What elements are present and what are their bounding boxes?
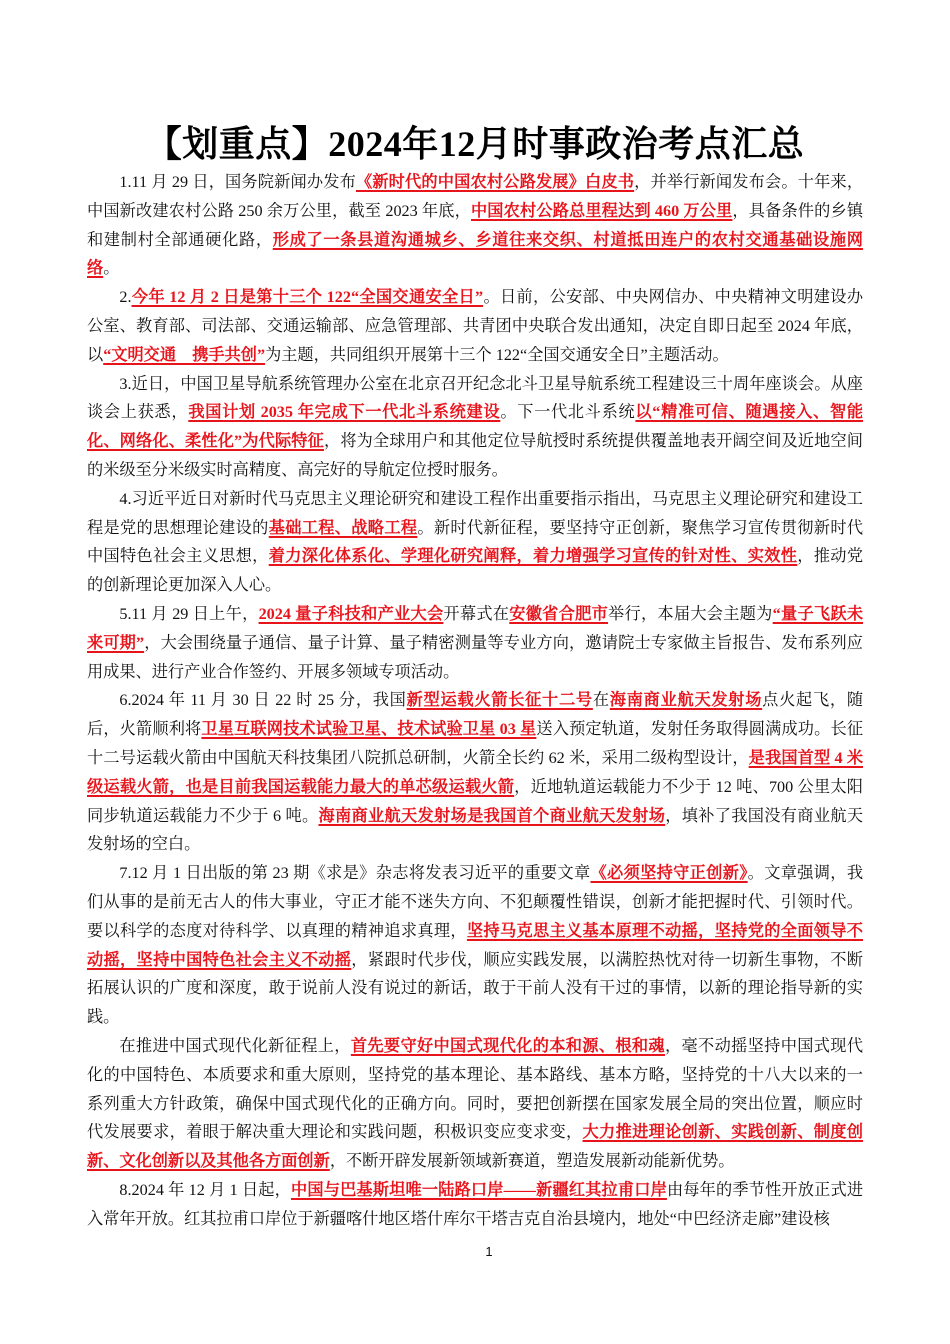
highlighted-key-point: 今年 12 月 2 日是第十三个 122“全国交通安全日” [131, 288, 484, 307]
paragraph-text: 开幕式在 [443, 604, 510, 623]
highlighted-key-point: 海南商业航天发射场是我国首个商业航天发射场 [318, 806, 666, 825]
highlighted-key-point: 形成了一条县道沟通城乡、乡道往来交织、村道抵田连户的农村交通基础设施网络 [87, 230, 863, 278]
news-paragraph [87, 1032, 863, 1176]
paragraph-text: 。新时代新征程，要坚持守正创新，聚焦学习宣传贯彻新时代中国特色社会主义思想， [87, 518, 864, 566]
paragraph-text: 7.12 月 1 日出版的第 23 期《求是》杂志将发表习近平的重要文章 [119, 864, 591, 883]
highlighted-key-point: 中国与巴基斯坦唯一陆路口岸——新疆红其拉甫口岸 [291, 1180, 667, 1199]
paragraph-text: 8.2024 年 12 月 1 日起， [119, 1180, 292, 1199]
highlighted-key-point: 大力推进理论创新、实践创新、制度创新、文化创新以及其他各方面创新 [87, 1123, 864, 1171]
paragraph-text: 。下一代北斗系统 [500, 403, 636, 422]
highlighted-key-point: 以“精准可信、随遇接入、智能化、网络化、柔性化”为代际特征 [87, 403, 864, 451]
paragraph-text: ，填补了我国没有商业航天发射场的空白。 [87, 806, 864, 854]
paragraph-text: ，不断开辟发展新领域新赛道，塑造发展新动能新优势。 [329, 1152, 735, 1171]
document-title: 【划重点】2024年12月时事政治考点汇总 [145, 124, 805, 164]
paragraph-text: 点火起飞，随后，火箭顺利将 [87, 691, 864, 739]
highlighted-key-point: 着力深化体系化、学理化研究阐释，着力增强学习宣传的针对性、实效性 [268, 547, 798, 566]
paragraph-text: ，近地轨道运载能力不少于 12 吨、700 公里太阳同步轨道运载能力不少于 6 吨。 [87, 777, 863, 825]
paragraph-text: 为主题，共同组织开展第十三个 122“全国交通安全日”主题活动。 [265, 345, 729, 364]
news-paragraph [87, 686, 863, 859]
highlighted-key-point: 坚持马克思主义基本原理不动摇，坚持党的全面领导不动摇，坚持中国特色社会主义不动摇 [87, 921, 863, 969]
paragraph-text: ，紧跟时代步伐，顺应实践发展，以满腔热忱对待一切新生事物，不断拓展认识的广度和深度，敢于说前人没有说过的新话，敢于干前人没有干过的事情，以新的理论指导新的实践。 [87, 950, 863, 1027]
paragraph-text: 4.习近平近日对新时代马克思主义理论研究和建设工程作出重要指示指出，马克思主义理论研究和建设工程是党的思想理论建设的 [87, 489, 863, 537]
paragraph-text: ，大会围绕量子通信、量子计算、量子精密测量等专业方向，邀请院士专家做主旨报告、发布系列应用成果、进行产业合作签约、开展多领域专项活动。 [87, 633, 863, 681]
news-paragraph [87, 370, 863, 485]
highlighted-key-point: 《必须坚持守正创新》 [590, 864, 748, 883]
news-paragraph [87, 283, 863, 369]
paragraph-text: 。文章强调，我们从事的是前无古人的伟大事业，守正才能不迷失方向、不犯颠覆性错误，创新才能把握时代、引领时代。要以科学的态度对待科学、以真理的精神追求真理， [87, 864, 864, 940]
news-paragraph [87, 168, 863, 283]
highlighted-key-point: 2024 量子科技和产业大会 [258, 604, 444, 623]
paragraph-text: 5.11 月 29 日上午， [119, 604, 259, 623]
highlighted-key-point: 我国计划 2035 年完成下一代北斗系统建设 [188, 403, 501, 422]
highlighted-key-point: 卫星互联网技术试验卫星、技术试验卫星 03 星 [201, 720, 537, 739]
paragraph-text: 举行，本届大会主题为 [608, 604, 773, 623]
highlighted-key-point: 首先要守好中国式现代化的本和源、根和魂 [350, 1036, 665, 1055]
paragraph-text: 送入预定轨道，发射任务取得圆满成功。长征十二号运载火箭由中国航天科技集团八院抓总研制，火箭全长约 62 米，采用二级构型设计， [87, 720, 864, 767]
paragraph-text: 在推进中国式现代化新征程上， [119, 1036, 351, 1055]
highlighted-key-point: 中国农村公路总里程达到 460 万公里 [470, 201, 733, 220]
highlighted-key-point: “文明交通 携手共创” [103, 345, 266, 364]
paragraph-text: ，毫不动摇坚持中国式现代化的中国特色、本质要求和重大原则，坚持党的基本理论、基本路线、基本方略，坚持党的十八大以来的一系列重大方针政策，确保中国式现代化的正确方向。同时，要把创新摆在国家发展全局的突出位置，顺应时代发展要求，着眼于解决重大理论和实践问题，积极识变应变求变， [87, 1036, 864, 1142]
paragraph-text: 由每年的季节性开放正式进入常年开放。红其拉甫口岸位于新疆喀什地区塔什库尔干塔吉克自治县境内，地处“中巴经济走廊”建设核 [87, 1180, 864, 1228]
paragraph-text: 3.近日，中国卫星导航系统管理办公室在北京召开纪念北斗卫星导航系统工程建设三十周年座谈会。从座谈会上获悉， [87, 374, 863, 422]
paragraph-text: 1.11 月 29 日，国务院新闻办发布 [119, 173, 356, 191]
news-paragraph [87, 600, 863, 686]
highlighted-key-point: 基础工程、战略工程 [268, 518, 418, 537]
highlighted-key-point: 新型运载火箭长征十二号 [406, 691, 593, 710]
highlighted-key-point: 《新时代的中国农村公路发展》白皮书 [355, 173, 635, 191]
highlighted-key-point: 安徽省合肥市 [509, 604, 609, 623]
paragraph-text: ，具备条件的乡镇和建制村全部通硬化路， [87, 201, 864, 249]
news-paragraph [87, 1176, 863, 1234]
document-body [87, 168, 863, 1233]
highlighted-key-point: 是我国首型 4 米级运载火箭，也是目前我国运载能力最大的单芯级运载火箭 [87, 748, 864, 796]
page-number: 1 [485, 1244, 493, 1259]
paragraph-text: ，推动党的创新理论更加深入人心。 [87, 547, 864, 595]
paragraph-text: 。日前，公安部、中央网信办、中央精神文明建设办公室、教育部、司法部、交通运输部、应急管理部、共青团中央联合发出通知，决定自即日起至 2024 年底，以 [87, 288, 864, 364]
paragraph-text: 在 [592, 691, 610, 710]
paragraph-text: 2. [119, 288, 132, 307]
highlighted-key-point: “量子飞跃未来可期” [87, 604, 864, 652]
paragraph-text: ，并举行新闻发布会。十年来，中国新改建农村公路 250 余万公里，截至 2023 年底， [87, 173, 864, 220]
news-paragraph [87, 859, 863, 1032]
paragraph-text: 。 [103, 259, 120, 278]
news-paragraph [87, 485, 863, 600]
paragraph-text: ，将为全球用户和其他定位导航授时系统提供覆盖地表开阔空间及近地空间的米级至分米级实时高精度、高完好的导航定位授时服务。 [87, 432, 863, 479]
paragraph-text: 6.2024 年 11 月 30 日 22 时 25 分，我国 [119, 691, 407, 710]
highlighted-key-point: 海南商业航天发射场 [609, 691, 763, 710]
